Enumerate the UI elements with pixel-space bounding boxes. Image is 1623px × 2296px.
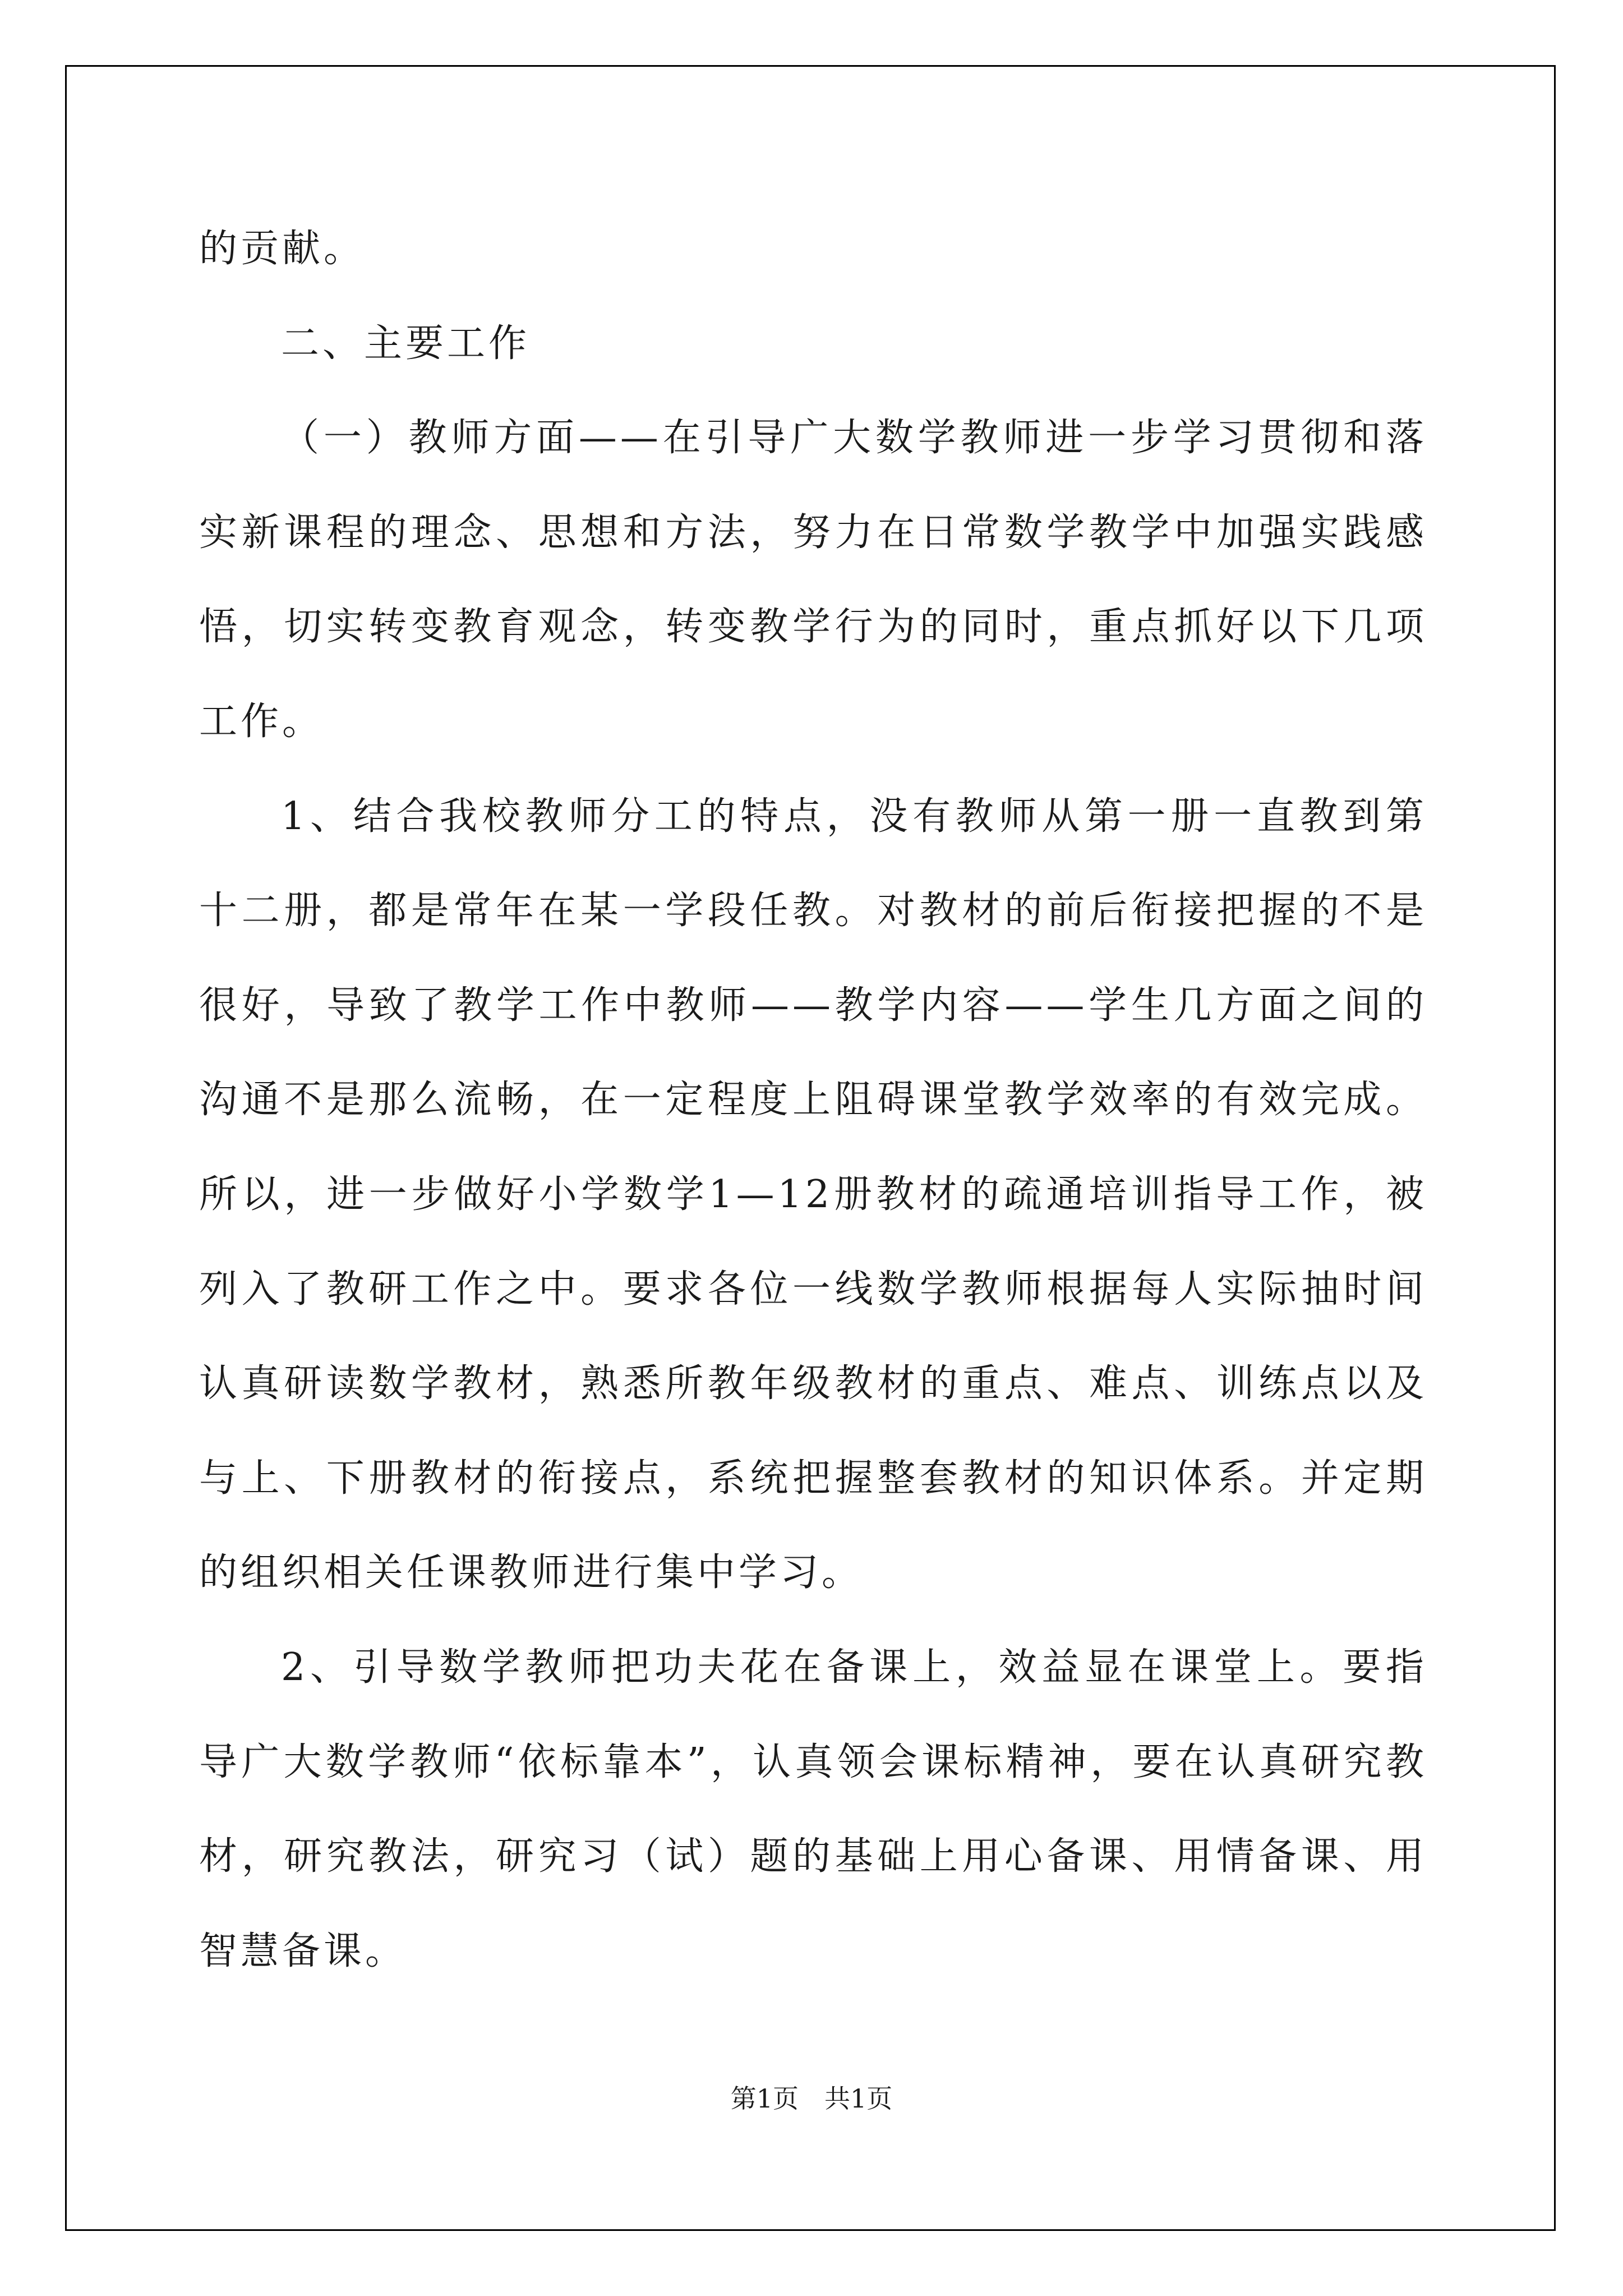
paragraph-4: 1、结合我校教师分工的特点，没有教师从第一册一直教到第十二册，都是常年在某一学段任教。对教材的前后衔接把握的不是很好，导致了教学工作中教师——教学内容——学生几方面之间的沟通不是那么流畅，在一定程度上阻碍课堂教学效率的有效完成。所以，进一步做好小学数学1—12册教材的疏通培训指导工作，被列入了教研工作之中。要求各位一线数学教师根据每人实际抽时间认真研读数学教材，熟悉所教年级教材的重点、难点、训练点以及与上、下册教材的衔接点，系统把握整套教材的知识体系。并定期的组织相关任课教师进行集中学习。 — [199, 794, 1427, 1595]
paragraph-3: （一）教师方面——在引导广大数学教师进一步学习贯彻和落实新课程的理念、思想和方法，努力在日常数学教学中加强实践感悟，切实转变教育观念，转变教学行为的同时，重点抓好以下几项工作。 — [199, 416, 1427, 744]
paragraph-1: 的贡献。 — [199, 227, 366, 271]
paragraph-5: 2、引导数学教师把功夫花在备课上，效益显在课堂上。要指导广大数学教师“依标靠本”，认真领会课标精神，要在认真研究教材，研究教法，研究习（试）题的基础上用心备课、用情备课、用智慧备课。 — [199, 1645, 1427, 1973]
document-body — [199, 202, 1427, 1999]
section-heading: 二、主要工作 — [281, 321, 531, 366]
page-number-footer: 第1页 共1页 — [730, 2083, 893, 2114]
